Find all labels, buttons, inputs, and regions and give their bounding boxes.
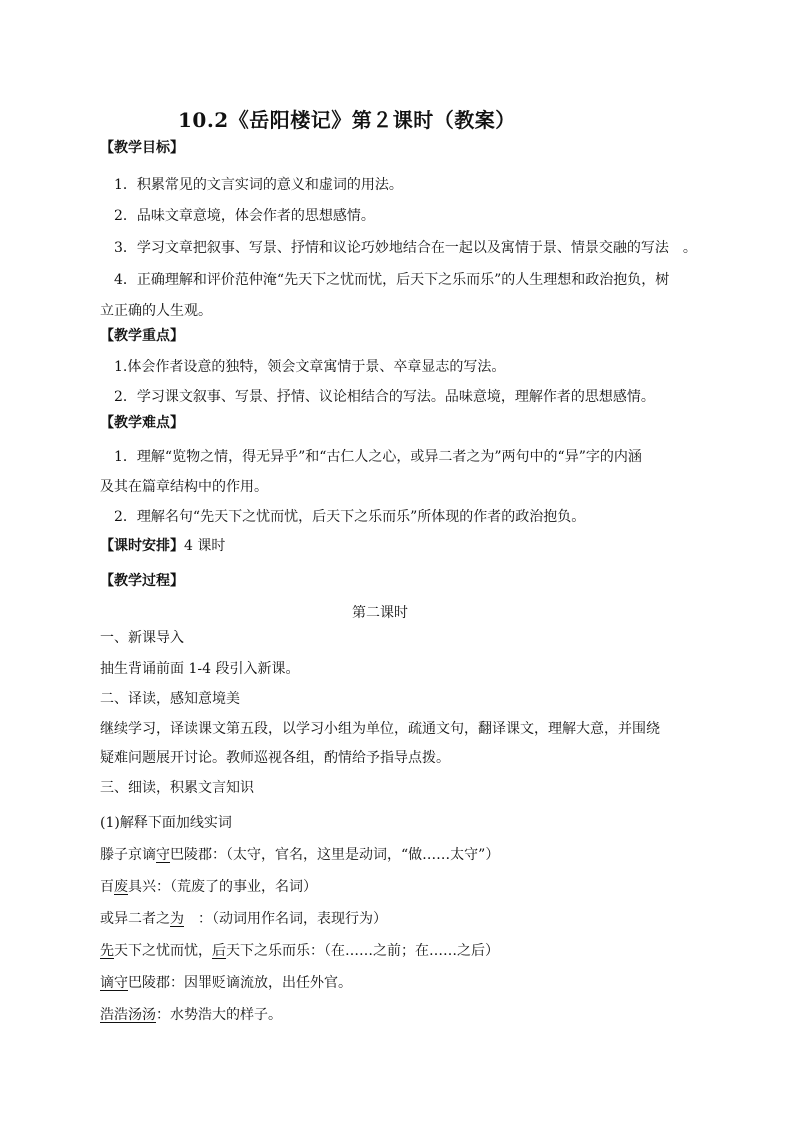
underlined-word: 先 bbox=[100, 943, 114, 959]
section-new-lesson: 一、新课导入 bbox=[100, 630, 184, 646]
schedule-value: 4 课时 bbox=[184, 538, 226, 554]
difficulty-1-cont: 及其在篇章结构中的作用。 bbox=[100, 479, 268, 495]
vocab-item-3: 或异二者之为 ：（动词用作名词，表现行为） bbox=[100, 911, 387, 927]
key-point-2: 2．学习课文叙事、写景、抒情、议论相结合的写法。品味意境，理解作者的思想感情。 bbox=[114, 389, 655, 405]
difficulties-heading: 【教学难点】 bbox=[100, 415, 184, 431]
goals-heading: 【教学目标】 bbox=[100, 140, 184, 156]
underlined-word: 浩浩汤汤 bbox=[100, 1007, 156, 1023]
vocab-item-5: 谪守巴陵郡：因罪贬谪流放，出任外官。 bbox=[100, 975, 352, 991]
vocab-item-2: 百废具兴：（荒废了的事业，名词） bbox=[100, 879, 317, 895]
vocab-item-4: 先天下之忧而忧，后天下之乐而乐：（在……之前；在……之后） bbox=[100, 943, 499, 959]
vocab-item-1: 滕子京谪守巴陵郡：（太守，官名，这里是动词，“做……太守”） bbox=[100, 847, 500, 863]
underlined-word: 后 bbox=[212, 943, 226, 959]
section-new-lesson-text: 抽生背诵前面 1-4 段引入新课。 bbox=[100, 661, 300, 677]
difficulty-1: 1．理解“览物之情，得无异乎”和“古仁人之心，或异二者之为”两句中的“异”字的内涵 bbox=[114, 449, 642, 465]
goal-item-1: 1．积累常见的文言实词的意义和虚词的用法。 bbox=[114, 177, 403, 193]
goal-item-2: 2．品味文章意境，体会作者的思想感情。 bbox=[114, 208, 375, 224]
difficulty-2: 2．理解名句“先天下之忧而忧，后天下之乐而乐”所体现的作者的政治抱负。 bbox=[114, 509, 586, 525]
underlined-word: 谪守 bbox=[100, 975, 128, 991]
section-reading: 二、译读，感知意境美 bbox=[100, 691, 240, 707]
page-title: 10.2《岳阳楼记》第２课时（教案） bbox=[178, 108, 516, 132]
vocab-item-6: 浩浩汤汤：水势浩大的样子。 bbox=[100, 1007, 282, 1023]
goal-item-4-cont: 立正确的人生观。 bbox=[100, 303, 212, 319]
section-reading-text-2: 疑难问题展开讨论。教师巡视各组，酌情给予指导点拨。 bbox=[100, 750, 450, 766]
underlined-word: 守 bbox=[156, 847, 170, 863]
lesson-title: 第二课时 bbox=[352, 605, 408, 621]
underlined-word: 为 bbox=[170, 911, 184, 927]
goal-item-3: 3．学习文章把叙事、写景、抒情和议论巧妙地结合在一起以及寓情于景、情景交融的写法 。 bbox=[114, 240, 697, 256]
schedule-line bbox=[100, 537, 730, 555]
section-detailed-reading: 三、细读，积累文言知识 bbox=[100, 780, 254, 796]
schedule-heading: 【课时安排】 bbox=[100, 538, 184, 554]
underlined-word: 废 bbox=[114, 879, 128, 895]
subsection-vocab: (1)解释下面加线实词 bbox=[100, 815, 232, 831]
section-reading-text-1: 继续学习，译读课文第五段，以学习小组为单位，疏通文句，翻译课文，理解大意，并围绕 bbox=[100, 721, 660, 737]
goal-item-4: 4．正确理解和评价范仲淹“先天下之忧而忧，后天下之乐而乐”的人生理想和政治抱负，树 bbox=[114, 272, 670, 288]
process-heading: 【教学过程】 bbox=[100, 573, 184, 589]
key-point-1: 1.体会作者设意的独特，领会文章寓情于景、卒章显志的写法。 bbox=[114, 359, 506, 375]
key-points-heading: 【教学重点】 bbox=[100, 328, 184, 344]
